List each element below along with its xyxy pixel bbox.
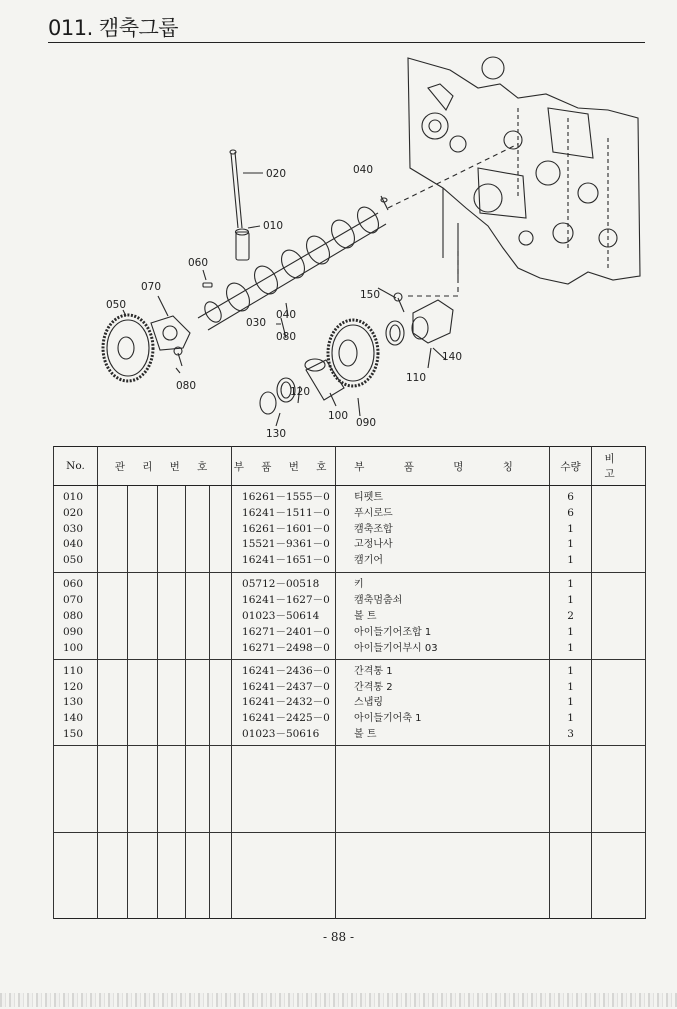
callout-070: 070 [141, 281, 162, 293]
header-mgmt-no: 관 리 번 호 [98, 447, 232, 486]
callout-100: 100 [328, 410, 349, 422]
row-no: 110 [63, 664, 84, 677]
table-row-empty [54, 832, 646, 918]
header-part-name: 부 품 명 칭 [336, 447, 550, 486]
callout-090: 090 [356, 417, 377, 429]
page-title: 011. 캠축그룹 [48, 16, 179, 40]
table-row-group [54, 486, 646, 573]
part-number: 16271－2401－0 [242, 625, 330, 638]
tappet-drawing [236, 229, 250, 260]
exploded-parts-diagram [48, 48, 648, 448]
part-name: 볼 트 [354, 610, 377, 622]
quantity: 1 [567, 664, 574, 677]
part-number: 01023－50614 [242, 609, 320, 622]
quantity: 1 [567, 680, 574, 693]
row-no: 130 [63, 696, 84, 709]
row-no: 030 [63, 522, 84, 535]
idle-gear-drawing [328, 320, 378, 386]
table-row-group [54, 573, 646, 659]
header-qty: 수량 [550, 447, 592, 486]
header-part-no: 부 품 번 호 [232, 447, 336, 486]
fixing-screw-drawing [381, 196, 388, 210]
part-name: 아이들기어축 1 [354, 713, 422, 725]
table-header-row [54, 447, 646, 486]
quantity: 2 [567, 609, 574, 622]
quantity: 1 [567, 578, 574, 591]
parts-table [53, 446, 646, 919]
callout-010: 010 [263, 220, 284, 232]
callout-140: 140 [442, 351, 463, 363]
part-name: 푸시로드 [354, 507, 393, 519]
snap-ring-drawing [260, 392, 276, 414]
part-number: 16241－1511－0 [242, 506, 330, 519]
part-number: 15521－9361－0 [242, 538, 330, 551]
row-no: 050 [63, 554, 84, 567]
callout-040: 040 [353, 164, 374, 176]
part-name: 고정나사 [354, 539, 393, 551]
quantity: 3 [567, 727, 574, 740]
part-name: 아이들기어부시 03 [354, 642, 438, 654]
quantity: 6 [567, 506, 574, 519]
part-number: 16241－2436－0 [242, 664, 330, 677]
row-no: 070 [63, 594, 84, 607]
part-number: 16271－2498－0 [242, 641, 330, 654]
push-rod-drawing [230, 150, 242, 228]
part-number: 16261－1601－0 [242, 522, 330, 535]
header-remark: 비 고 [592, 447, 646, 486]
callout-130: 130 [266, 428, 287, 440]
engine-block-drawing [408, 57, 640, 284]
table-row-group [54, 659, 646, 745]
quantity: 1 [567, 625, 574, 638]
part-name: 캠축조합 [354, 523, 393, 535]
part-number: 16241－2425－0 [242, 712, 330, 725]
row-no: 120 [63, 680, 84, 693]
part-name: 스냅링 [354, 697, 384, 709]
idle-gear-shaft-drawing [412, 300, 453, 343]
callout-150: 150 [360, 289, 381, 301]
row-no: 040 [63, 538, 84, 551]
quantity: 1 [567, 696, 574, 709]
part-name: 간격통 1 [354, 665, 393, 677]
quantity: 1 [567, 554, 574, 567]
row-no: 150 [63, 727, 84, 740]
row-no: 020 [63, 506, 84, 519]
quantity: 1 [567, 538, 574, 551]
part-number: 01023－50616 [242, 727, 320, 740]
part-name: 볼 트 [354, 728, 377, 740]
header-no: No. [54, 447, 98, 486]
quantity: 1 [567, 641, 574, 654]
row-no: 080 [63, 609, 84, 622]
quantity: 1 [567, 594, 574, 607]
callout-080b: 080 [176, 380, 197, 392]
part-name: 아이들기어조합 1 [354, 626, 432, 638]
part-number: 16241－1651－0 [242, 554, 330, 567]
part-name: 키 [354, 579, 364, 591]
callout-050: 050 [106, 299, 127, 311]
row-no: 090 [63, 625, 84, 638]
part-number: 16241－2432－0 [242, 696, 330, 709]
quantity: 6 [567, 491, 574, 503]
row-no: 140 [63, 712, 84, 725]
table-row-empty [54, 746, 646, 832]
part-name: 간격통 2 [354, 681, 393, 693]
cam-stopper-drawing [151, 316, 190, 350]
part-name: 캠기어 [354, 555, 384, 567]
quantity: 1 [567, 712, 574, 725]
part-name: 티펫트 [354, 492, 384, 503]
bushing-drawing [305, 359, 344, 400]
callout-040b: 040 [276, 309, 297, 321]
callout-080: 080 [276, 331, 297, 343]
part-number: 16241－1627－0 [242, 594, 330, 607]
part-name: 캠축멈춤쇠 [354, 595, 403, 607]
callout-020: 020 [266, 168, 287, 180]
callout-120: 120 [290, 386, 311, 398]
part-number: 16261－1555－0 [242, 491, 330, 503]
row-no: 060 [63, 578, 84, 591]
cam-gear-drawing [103, 315, 153, 381]
row-no: 100 [63, 641, 84, 654]
callout-060: 060 [188, 257, 209, 269]
quantity: 1 [567, 522, 574, 535]
row-no: 010 [63, 491, 84, 503]
part-number: 16241－2437－0 [242, 680, 330, 693]
page-number: - 88 - [322, 930, 354, 944]
callout-110: 110 [406, 372, 427, 384]
title-rule [48, 42, 645, 43]
part-number: 05712－00518 [242, 578, 320, 591]
scan-artifact-strip [0, 993, 677, 1007]
callout-030: 030 [246, 317, 267, 329]
